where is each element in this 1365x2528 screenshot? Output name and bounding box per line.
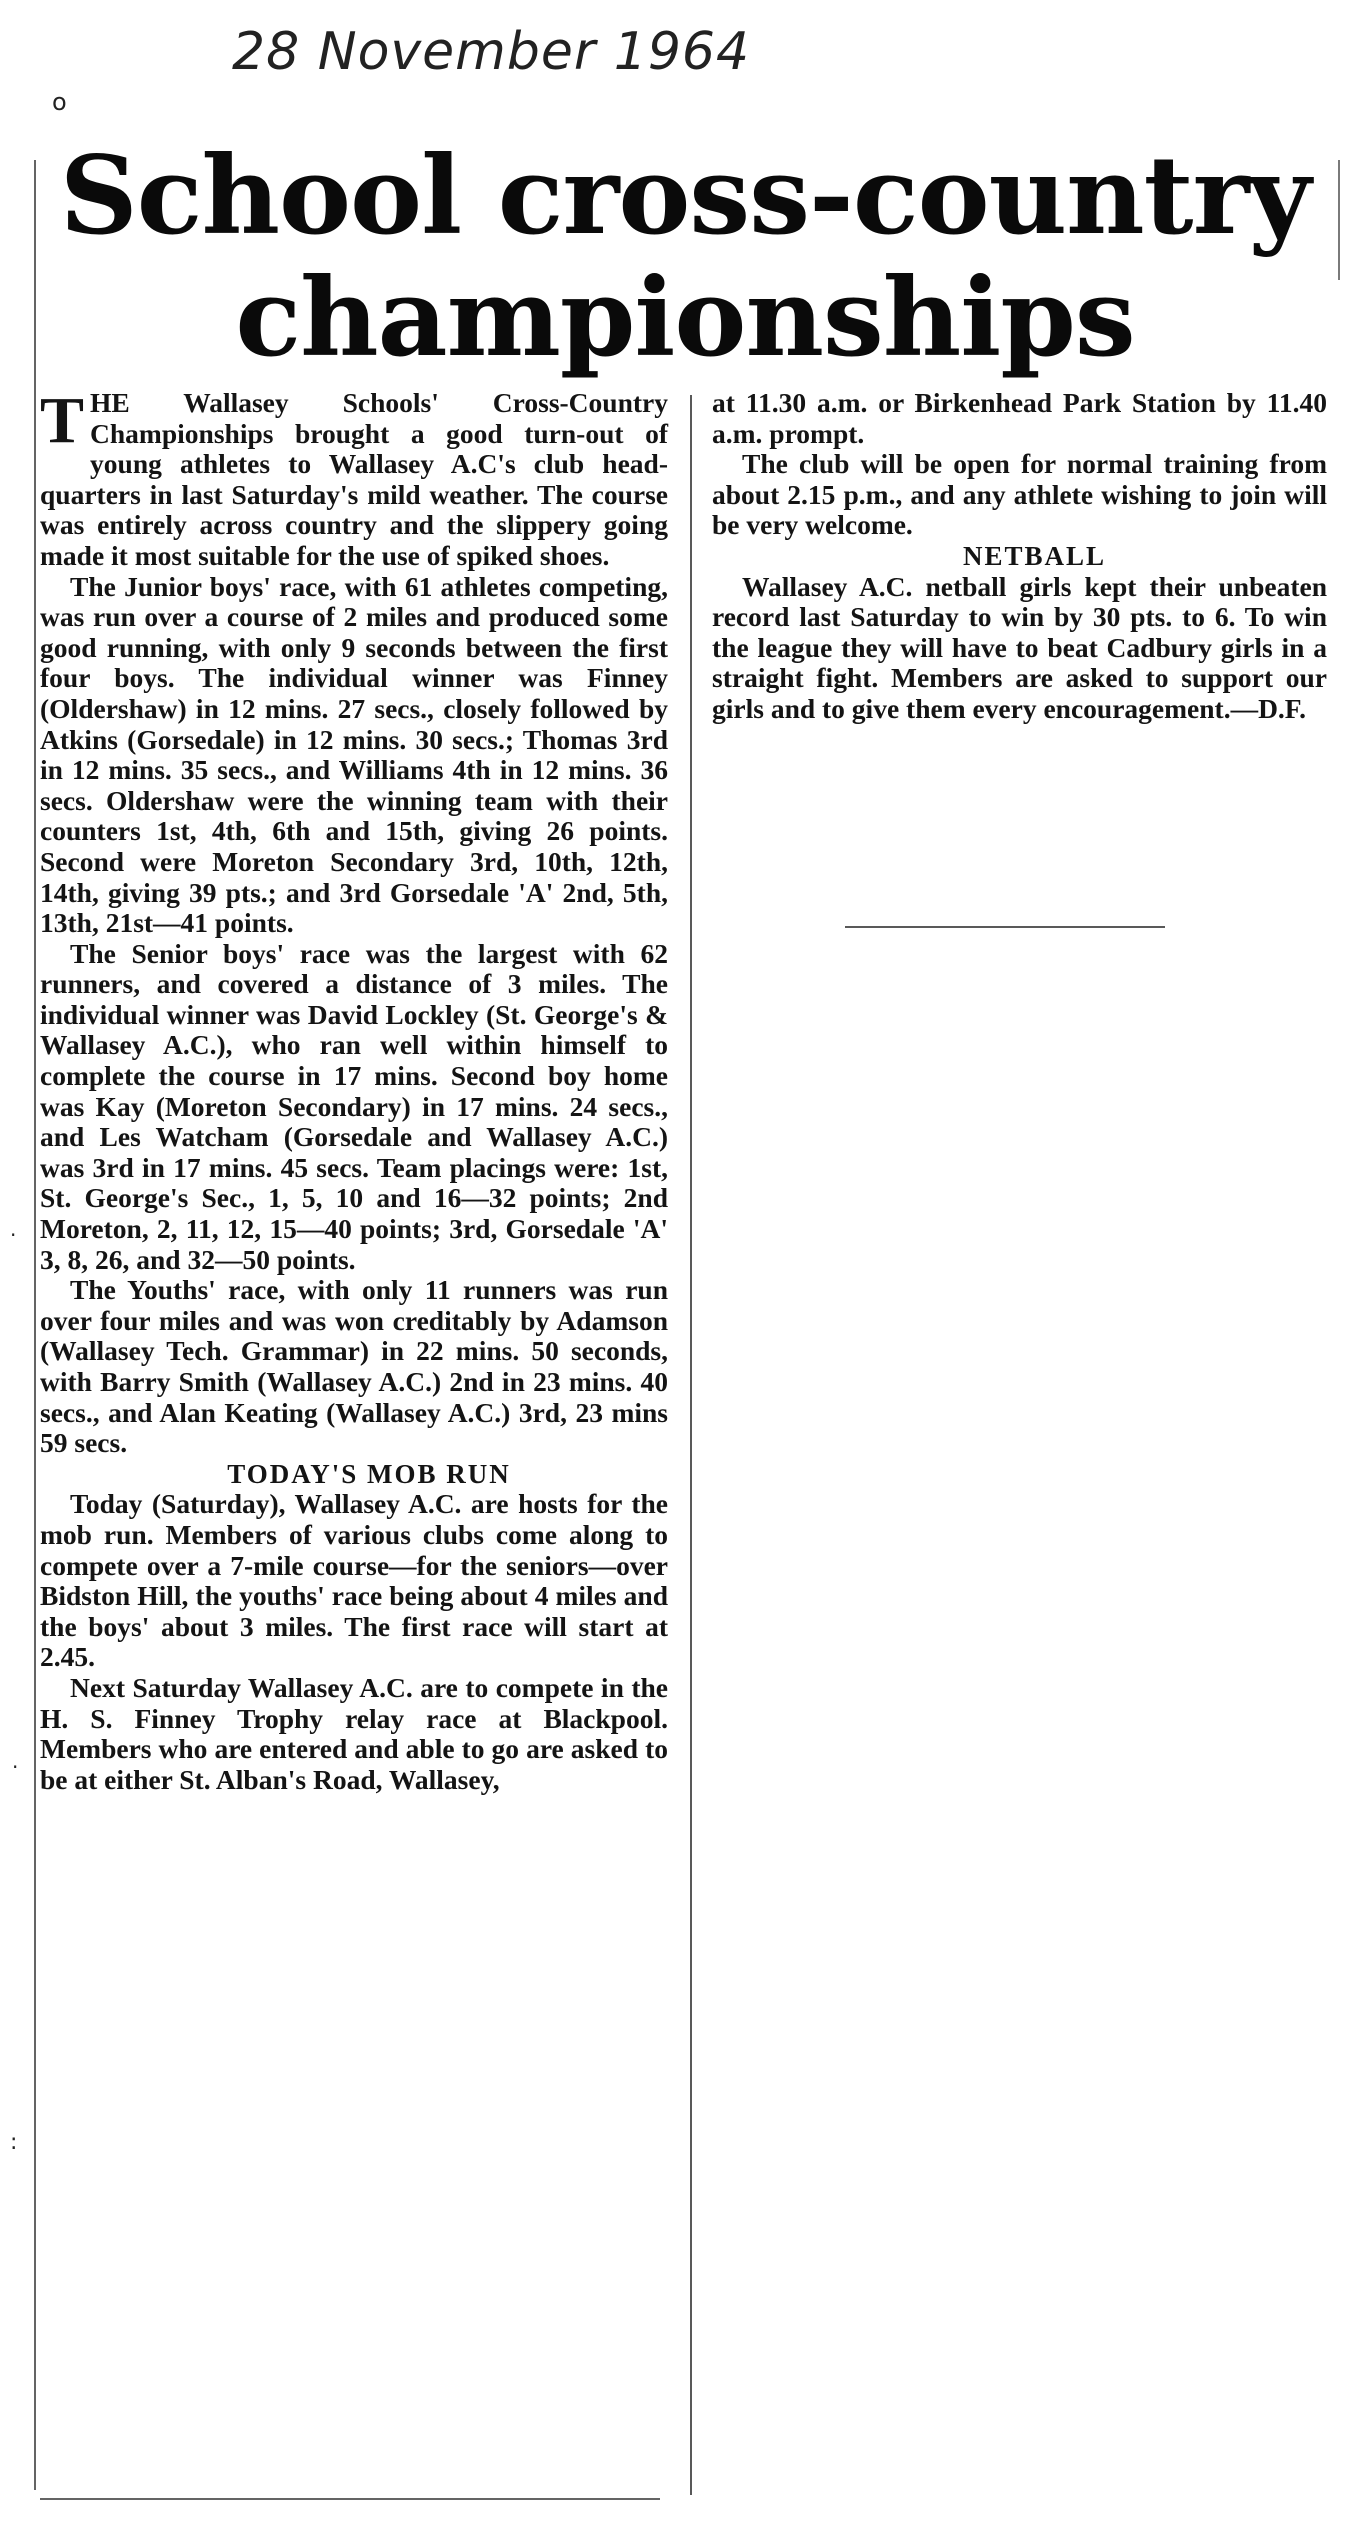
right-border-rule bbox=[1338, 160, 1340, 280]
right-column bbox=[712, 388, 1327, 725]
bottom-rule bbox=[40, 2498, 660, 2500]
left-border-rule bbox=[34, 160, 36, 2490]
mob-run-heading: TODAY'S MOB RUN bbox=[227, 1458, 511, 1489]
intro-paragraph bbox=[40, 384, 668, 572]
relay-paragraph: Next Saturday Wallasey A.C. are to compete in the H. S. Finney Trophy relay race at Blackpool. Members who are entered and able to go are asked to be at either St. Alban's Road, Wallasey, bbox=[40, 1671, 668, 1795]
margin-mark-left-1: · bbox=[10, 1223, 17, 1247]
margin-mark-left-2: · bbox=[12, 1755, 19, 1779]
handwritten-date: 28 November 1964 bbox=[232, 22, 751, 82]
netball-end-rule bbox=[845, 926, 1165, 928]
youths-race-paragraph: The Youths' race, with only 11 runners was run over four miles and was won creditably by Adamson (Wallasey Tech. Grammar) in 22 mins. 50 seconds, with Barry Smith (Wallasey A.C.) 2nd in 23 mins. 40 secs., and Alan Keating (Wallasey A.C.) 3rd, 23 mins 59 secs. bbox=[40, 1274, 668, 1459]
intro-text: HE Wallasey Schools' Cross-Country Championships brought a good turn-out of young athletes to Wallasey A.C's club head-quarters in last Saturday's mild weather. The course was entirely across country and the slippery going made it most suitable for the use of spiked shoes. bbox=[40, 387, 668, 571]
netball-heading: NETBALL bbox=[962, 540, 1107, 571]
left-column bbox=[40, 384, 668, 1795]
netball-paragraph: Wallasey A.C. netball girls kept their unbeaten record last Saturday to win by 30 pts. to 6. To win the league they will have to beat Cadbury girls in a straight fight. Members are asked to support our girls and to give them every encouragement.—D.F. bbox=[712, 570, 1327, 724]
junior-race-paragraph: The Junior boys' race, with 61 athletes competing, was run over a course of 2 miles and produced some good running, with only 9 seconds between the first four boys. The individual winner was Finney (Oldershaw) in 12 mins. 27 secs., closely followed by Atkins (Gorsedale) in 12 mins. 30 secs.; Thomas 3rd in 12 mins. 35 secs., and Williams 4th in 12 mins. 36 secs. Oldershaw were the winning team with their counters 1st, 4th, 6th and 15th, giving 26 points. Second were Moreton Secondary 3rd, 10th, 12th, 14th, giving 39 pts.; and 3rd Gorsedale 'A' 2nd, 5th, 13th, 21st—41 points. bbox=[40, 570, 668, 939]
continuation-text: at 11.30 a.m. or Birkenhead Park Station by 11.40 a.m. prompt. bbox=[712, 387, 1327, 449]
drop-cap: T bbox=[40, 384, 85, 457]
margin-mark-top: o bbox=[52, 88, 67, 116]
senior-race-paragraph: The Senior boys' race was the largest with 62 runners, and covered a distance of 3 miles. The individual winner was David Lockley (St. George's & Wallasey A.C.), who ran well within himself to complete the course in 17 mins. Second boy home was Kay (Moreton Secondary) in 17 mins. 24 secs., and Les Watcham (Gorsedale and Wallasey A.C.) was 3rd in 17 mins. 45 secs. Team placings were: 1st, St. George's Sec., 1, 5, 10 and 16—32 points; 2nd Moreton, 2, 11, 12, 15—40 points; 3rd, Gorsedale 'A' 3, 8, 26, and 32—50 points. bbox=[40, 937, 668, 1275]
column-divider bbox=[690, 395, 692, 2495]
article-headline bbox=[40, 135, 1330, 379]
headline-line-2: championships bbox=[235, 255, 1135, 381]
margin-mark-left-3: : bbox=[10, 2130, 18, 2155]
club-note-paragraph: The club will be open for normal training from about 2.15 p.m., and any athlete wishing to join will be very welcome. bbox=[712, 448, 1327, 541]
mob-run-paragraph: Today (Saturday), Wallasey A.C. are hosts for the mob run. Members of various clubs come along to compete over a 7-mile course—for the seniors—over Bidston Hill, the youths' race being about 4 miles and the boys' about 3 miles. The first race will start at 2.45. bbox=[40, 1488, 668, 1673]
headline-line-1: School cross-country bbox=[59, 133, 1311, 259]
